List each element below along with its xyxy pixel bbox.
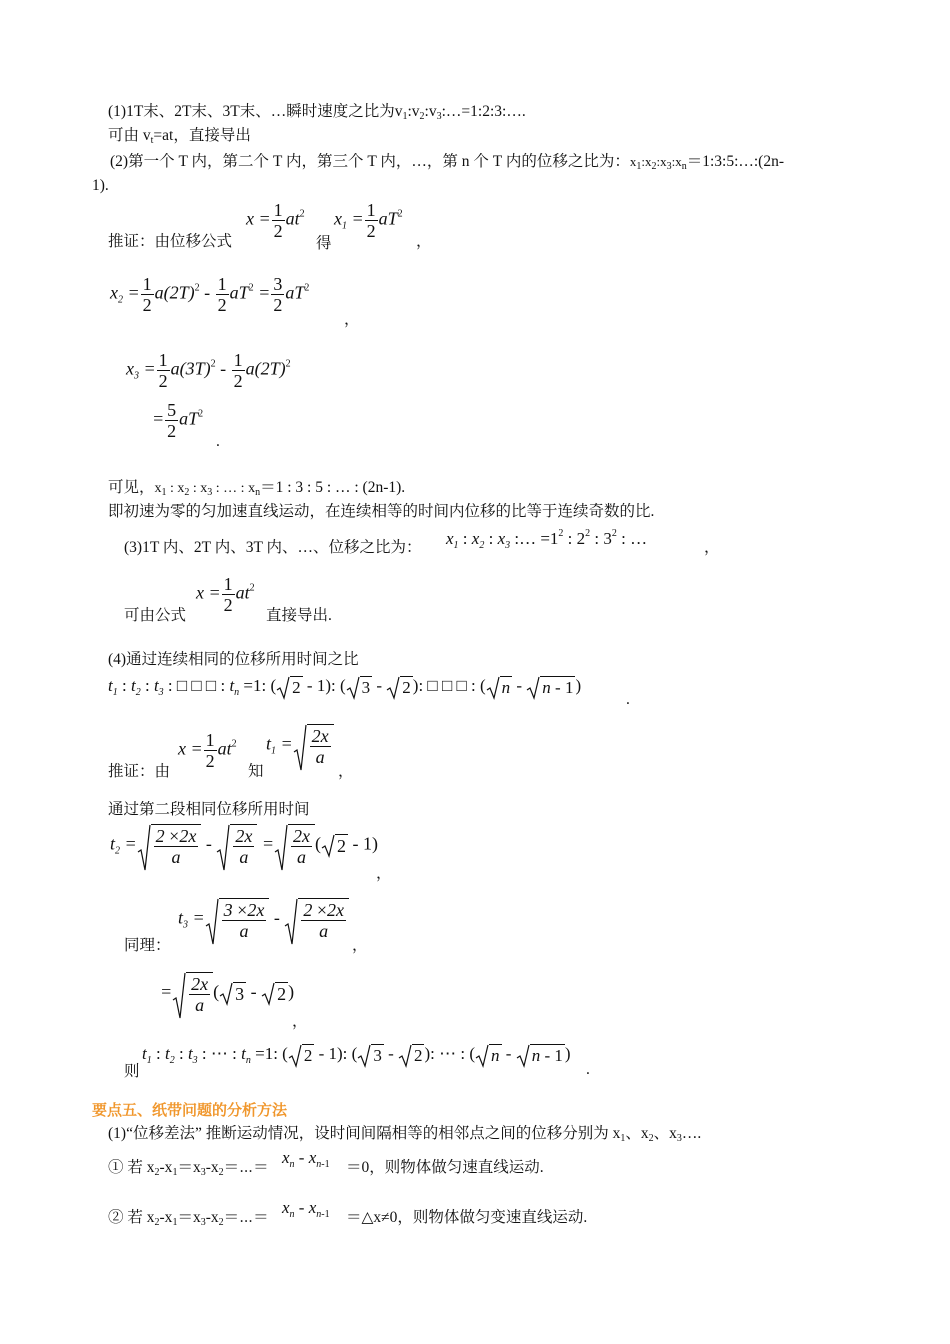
para-15: ① 若 x2-x1＝x3-x2＝⋯＝ (108, 1159, 269, 1178)
comma-1: ， (416, 233, 432, 250)
formula-x3b: = $\frac{5}{2}$ $aT^2$ (152, 400, 204, 441)
text-10b: 知 (248, 763, 264, 780)
formula-t1: $t_1$ = $\frac{2x}{a}$ (266, 724, 334, 767)
formula-diff-1: $x_n - x_{n-1}$ (282, 1148, 330, 1170)
text-15a: ① 若 x (108, 1159, 155, 1176)
text-4b: 得 (316, 235, 332, 252)
para-1: (1)1T末、2T末、3T末、…瞬时速度之比为v1:v2:v3:…=1:2:3:…. (108, 103, 526, 122)
para-3: (2)第一个 T 内，第二个 T 内，第三个 T 内，…，第 n 个 T 内的位移之比为：$x_1:x_2:x_3:x_n=1:3:5:\dots:(2n-$ (110, 153, 785, 172)
formula-x-2: x = $\frac{1}{2}$ $at^2$ (196, 574, 255, 615)
text-1b: =1:2:3:…. (461, 103, 526, 120)
text-2b: =at，直接导出 (153, 127, 251, 144)
text-3b: ＝1:3:5:…:(2n- (686, 153, 785, 170)
comma-6: ， (352, 937, 368, 954)
period-3: . (586, 1061, 590, 1078)
para-16: ② 若 x2-x1＝x3-x2＝⋯＝ (108, 1209, 269, 1228)
text-3c: 1). (92, 177, 109, 194)
formula-x2: $x_2$ = $\frac{1}{2}$ $a(2T)^2$ - $\frac{1}{2}$ $aT^2$ = $\frac{3}{2}$ $aT^2$ (110, 274, 310, 315)
text-3: (2)第一个 T 内，第二个 T 内，第三个 T 内，…，第 n 个 T 内的位移之比为： (110, 153, 630, 170)
section-heading: 要点五、纸带问题的分析方法 (92, 1101, 288, 1119)
text-5b: ＝1 : 3 : 5 : … : (2n-1). (260, 479, 406, 496)
text-14: (1)“位移差法” 推断运动情况，设时间间隔相等的相邻点之间的位移分别为 x (108, 1125, 621, 1142)
text-8a: 可由公式 (124, 607, 187, 624)
text-13: 则 (124, 1063, 140, 1080)
text-7: (3)1T 内、2T 内、3T 内、…、位移之比为： (124, 539, 422, 556)
comma-5: ， (376, 865, 392, 882)
formula-t3a: $t_3$ = $\frac{3 \times 2x}{a}$ - $\frac{2 \times 2x}{a}$ (178, 898, 349, 941)
formula-diff-2: $x_n - x_{n-1}$ (282, 1198, 330, 1220)
text-11: 通过第二段相同位移所用时间 (108, 801, 310, 818)
formula-x: x = $\frac{1}{2}$ $at^2$ (246, 200, 305, 241)
comma-3: ， (704, 539, 720, 556)
text-1: (1)1T末、2T末、3T末、…瞬时速度之比为 (108, 103, 395, 120)
para-2: 可由 vt=at，直接导出 (108, 127, 251, 146)
formula-x1: $x_1$ = $\frac{1}{2}$ $aT^2$ (334, 200, 403, 241)
text-2: 可由 v (108, 127, 151, 144)
text-5: 可见， (108, 479, 155, 496)
period-2: . (626, 691, 630, 708)
text-8b: 直接导出. (266, 607, 332, 624)
formula-time-ratio-2: $t_1$ : $t_2$ : $t_3$ : ⋯ : $t_n =1$: ( 2 - 1): ( 3 - 2 ): ⋯ : ( n - n - 1 ) (142, 1044, 571, 1066)
text-9: (4)通过连续相同的位移所用时间之比 (108, 651, 359, 668)
para-5: 可见，$x_1$ : $x_2$ : $x_3$ : … : $x_n=1$ : 3 : 5 : … : (2n-1). (108, 479, 406, 498)
period-1: . (216, 433, 220, 450)
formula-t2: $t_2$ = $\frac{2 \times 2x}{a}$ - $\frac{2x}{a}$ = $\frac{2x}{a}$ ( 2 - 1) (110, 824, 378, 867)
text-16a: ② 若 x (108, 1209, 155, 1226)
formula-ratio-3: $x_1$ : $x_2$ : $x_3$ :… $=1^2$ : $2^2$ : $3^2$ : … (446, 528, 648, 551)
text-12: 同理： (124, 937, 171, 954)
formula-time-ratio: $t_1$ : $t_2$ : $t_3$ : □ □ □ : $t_n =1$: ( 2 - 1): ( 3 - 2 ): □ □ □ : ( n - n - 1 ) (108, 676, 582, 698)
text-4a: 推证：由位移公式 (108, 233, 233, 250)
formula-x-3: x = $\frac{1}{2}$ $at^2$ (178, 730, 237, 771)
comma-2: ， (344, 311, 360, 328)
formula-t3b: = $\frac{2x}{a}$ ( 3 - 2 ) (160, 972, 294, 1015)
text-15b: ＝0，则物体做匀速直线运动. (346, 1159, 544, 1176)
text-6: 即初速为零的匀加速直线运动，在连续相等的时间内位移的比等于连续奇数的比. (108, 503, 655, 520)
comma-7: ， (292, 1013, 308, 1030)
comma-4: ， (338, 763, 354, 780)
text-10a: 推证：由 (108, 763, 171, 780)
formula-x3a: $x_3$ = $\frac{1}{2}$ $a(3T)^2$ - $\frac{1}{2}$ $a(2T)^2$ (126, 350, 291, 391)
para-14: (1)“位移差法” 推断运动情况，设时间间隔相等的相邻点之间的位移分别为 x1、x2、x3…. (108, 1125, 702, 1144)
text-16b: ＝△x≠0，则物体做匀变速直线运动. (346, 1209, 588, 1226)
